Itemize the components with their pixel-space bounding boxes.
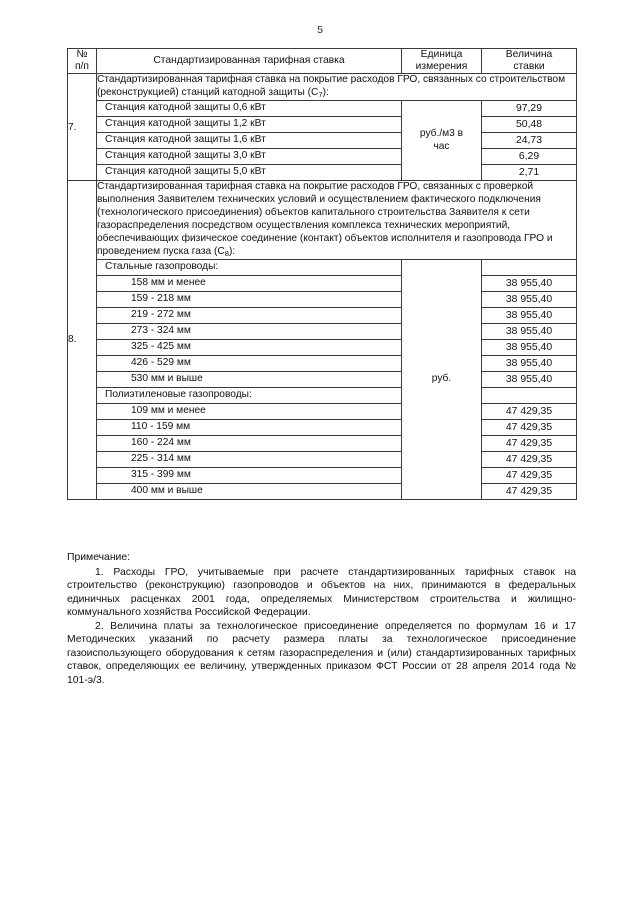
row-7-item-4-value: 2,71 bbox=[482, 165, 577, 181]
row-8-pe-3-value: 47 429,35 bbox=[482, 451, 577, 467]
table-row bbox=[68, 165, 577, 181]
row-8-section-title bbox=[97, 181, 577, 259]
row-7-unit-cell bbox=[402, 101, 482, 181]
table-row bbox=[68, 74, 577, 101]
row-8-group-1-title: Полиэтиленовые газопроводы: bbox=[97, 387, 402, 403]
table-row bbox=[68, 181, 577, 259]
notes-label: Примечание: bbox=[67, 552, 131, 563]
table-row bbox=[68, 101, 577, 117]
row-7-section-title-text: Стандартизированная тарифная ставка на покрытие расходов ГРО, связанных со строительством (реконструкцией) станций катодной защиты (С bbox=[97, 74, 566, 99]
row-8-group-0-title: Стальные газопроводы: bbox=[97, 259, 402, 275]
column-header-number-line1: № bbox=[76, 49, 88, 60]
row-7-unit-line1: руб./м3 в bbox=[419, 127, 464, 139]
row-7-item-2-value: 24,73 bbox=[482, 133, 577, 149]
table-row bbox=[68, 133, 577, 149]
column-header-value-line2: ставки bbox=[513, 61, 545, 73]
column-header-unit-line2: измерения bbox=[415, 61, 468, 73]
row-8-steel-4-value: 38 955,40 bbox=[482, 339, 577, 355]
note-item-2: 2. Величина платы за технологическое присоединение определяется по формулам 16 и 17 Методических указаний по расчету размера платы за технологическое присоединение газоиспользующего оборудования к сетям газораспределения и (или) стандартизированных тарифных ставок, определяющих ее величину, утвержденных приказом ФСТ России от 28 апреля 2014 года № 101-э/3. bbox=[67, 620, 576, 686]
row-8-steel-6-value: 38 955,40 bbox=[482, 371, 577, 387]
table-row bbox=[68, 355, 577, 371]
row-8-steel-0-value: 38 955,40 bbox=[482, 275, 577, 291]
row-8-section-title-text: Стандартизированная тарифная ставка на покрытие расходов ГРО, связанных с проверкой выполнения Заявителем технических условий и осуществлением фактического подключения (технологического присоединения) объектов капитального строительства Заявителя к сети газораспределения посредством осуществления комплекса технических мероприятий, обеспечивающих физическое соединение (контакт) объектов исполнителя и газопровода ГРО и проведением пуска газа (С bbox=[97, 181, 553, 257]
note-item-1: 1. Расходы ГРО, учитываемые при расчете стандартизированных тарифных ставок на строительство (реконструкцию) газопроводов и объектов на них, принимаются в федеральных единичных расценках 2001 года, определяемых Министерством строительства и жилищно-коммунального хозяйства Российской Федерации. bbox=[67, 566, 576, 619]
row-8-pe-5-name: 400 мм и выше bbox=[97, 483, 402, 499]
table-row bbox=[68, 149, 577, 165]
table-row bbox=[68, 117, 577, 133]
table-row bbox=[68, 275, 577, 291]
column-header-unit bbox=[402, 49, 482, 74]
row-7-unit-line2: час bbox=[433, 140, 450, 152]
column-header-unit-line1: Единица bbox=[420, 49, 463, 60]
row-8-steel-1-name: 159 - 218 мм bbox=[97, 291, 402, 307]
table-row bbox=[68, 387, 577, 403]
column-header-name: Стандартизированная тарифная ставка bbox=[97, 49, 402, 74]
row-8-pe-4-name: 315 - 399 мм bbox=[97, 467, 402, 483]
row-8-steel-3-name: 273 - 324 мм bbox=[97, 323, 402, 339]
table-row bbox=[68, 451, 577, 467]
row-8-unit-cell: руб. bbox=[402, 259, 482, 499]
row-7-item-0-name: Станция катодной защиты 0,6 кВт bbox=[97, 101, 402, 117]
row-7-item-3-name: Станция катодной защиты 3,0 кВт bbox=[97, 149, 402, 165]
tariff-table bbox=[67, 48, 577, 500]
row-7-section-title bbox=[97, 74, 577, 101]
notes-section bbox=[67, 551, 576, 687]
row-8-number: 8. bbox=[68, 334, 77, 346]
table-row bbox=[68, 435, 577, 451]
row-8-steel-6-name: 530 мм и выше bbox=[97, 371, 402, 387]
row-8-pe-2-name: 160 - 224 мм bbox=[97, 435, 402, 451]
row-7-item-2-name: Станция катодной защиты 1,6 кВт bbox=[97, 133, 402, 149]
table-row bbox=[68, 339, 577, 355]
row-7-item-0-value: 97,29 bbox=[482, 101, 577, 117]
table-row bbox=[68, 483, 577, 499]
row-7-section-title-tail: ): bbox=[322, 87, 329, 99]
column-header-number-line2: п/п bbox=[74, 61, 89, 73]
row-7-section-subscript: 7 bbox=[318, 90, 323, 100]
row-7-number: 7. bbox=[68, 121, 77, 133]
row-8-steel-1-value: 38 955,40 bbox=[482, 291, 577, 307]
row-8-pe-1-name: 110 - 159 мм bbox=[97, 419, 402, 435]
row-8-steel-2-name: 219 - 272 мм bbox=[97, 307, 402, 323]
table-row bbox=[68, 291, 577, 307]
row-8-group-1-title-value bbox=[482, 387, 577, 403]
row-7-item-4-name: Станция катодной защиты 5,0 кВт bbox=[97, 165, 402, 181]
row-7-item-3-value: 6,29 bbox=[482, 149, 577, 165]
row-8-section-subscript: 8 bbox=[224, 248, 229, 258]
row-7-item-1-value: 50,48 bbox=[482, 117, 577, 133]
row-8-pe-3-name: 225 - 314 мм bbox=[97, 451, 402, 467]
row-8-pe-5-value: 47 429,35 bbox=[482, 483, 577, 499]
row-8-section-title-tail: ): bbox=[228, 245, 236, 257]
row-8-pe-4-value: 47 429,35 bbox=[482, 467, 577, 483]
row-8-steel-5-name: 426 - 529 мм bbox=[97, 355, 402, 371]
column-header-value bbox=[482, 49, 577, 74]
row-8-steel-4-name: 325 - 425 мм bbox=[97, 339, 402, 355]
row-8-pe-0-value: 47 429,35 bbox=[482, 403, 577, 419]
row-8-group-0-title-value bbox=[482, 259, 577, 275]
table-row bbox=[68, 323, 577, 339]
row-8-steel-3-value: 38 955,40 bbox=[482, 323, 577, 339]
row-8-number-cell bbox=[68, 181, 97, 499]
row-8-pe-2-value: 47 429,35 bbox=[482, 435, 577, 451]
table-row bbox=[68, 403, 577, 419]
page-number: 5 bbox=[317, 24, 323, 36]
row-8-pe-0-name: 109 мм и менее bbox=[97, 403, 402, 419]
column-header-value-line1: Величина bbox=[505, 49, 553, 60]
table-row bbox=[68, 371, 577, 387]
row-8-steel-0-name: 158 мм и менее bbox=[97, 275, 402, 291]
table-row bbox=[68, 307, 577, 323]
table-row bbox=[68, 467, 577, 483]
table-header-row bbox=[68, 49, 577, 74]
table-row bbox=[68, 419, 577, 435]
row-8-pe-1-value: 47 429,35 bbox=[482, 419, 577, 435]
table-row bbox=[68, 259, 577, 275]
row-8-steel-2-value: 38 955,40 bbox=[482, 307, 577, 323]
column-header-number bbox=[68, 49, 97, 74]
row-7-item-1-name: Станция катодной защиты 1,2 кВт bbox=[97, 117, 402, 133]
row-7-number-cell bbox=[68, 74, 97, 181]
row-8-steel-5-value: 38 955,40 bbox=[482, 355, 577, 371]
